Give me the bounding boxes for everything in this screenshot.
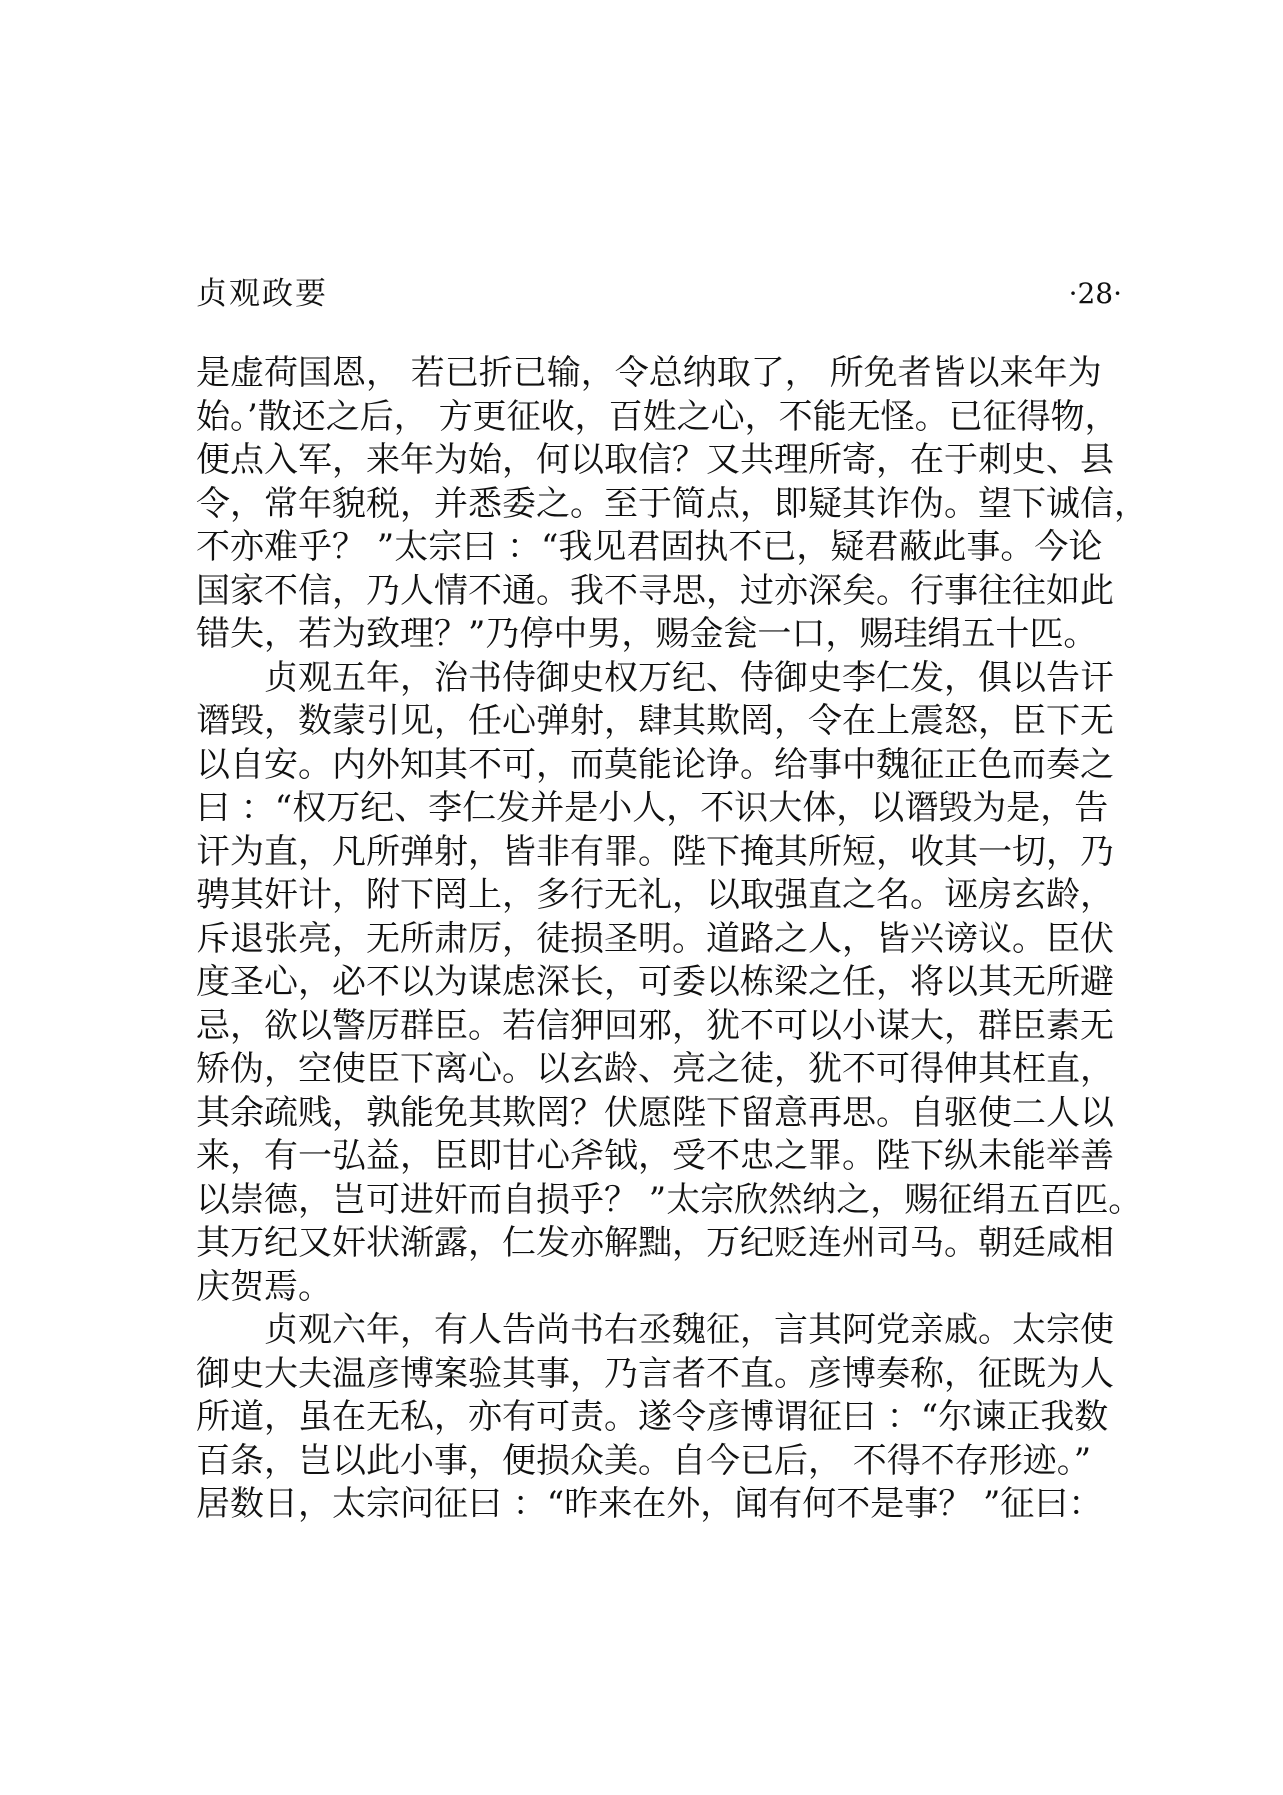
text-line: 曰 ：“权万纪、李仁发并是小人，不识大体，以谮毁为是，告 [196,788,1109,828]
text-line: 骋其奸计，附下罔上，多行无礼，以取强直之名。诬房玄龄， [196,875,1114,915]
text-line: 庆贺焉。 [196,1266,332,1307]
text-line: 便点入军，来年为始，何以取信？又共理所寄，在于刺史、县 [196,440,1114,480]
paragraph-first-line: 贞观五年，治书侍御史权万纪、侍御史李仁发，俱以告讦 [264,657,1114,698]
text-line: 度圣心，必不以为谋虑深长，可委以栋梁之任，将以其无所避 [196,962,1114,1002]
text-line: 以自安。内外知其不可，而莫能论诤。给事中魏征正色而奏之 [196,744,1114,785]
text-line: 忌，欲以警厉群臣。若信狎回邪，犹不可以小谋大，群臣素无 [196,1005,1114,1046]
text-line: 以崇德，岂可进奸而自损乎？ ”太宗欣然纳之，赐征绢五百匹。 [196,1179,1143,1220]
text-line: 斥退张亮，无所肃厉，徒损圣明。道路之人，皆兴谤议。臣伏 [196,918,1114,959]
text-line: 国家不信，乃人情不通。我不寻思，过亦深矣。行事往往如此 [196,570,1114,611]
text-line: 讦为直，凡所弹射，皆非有罪。陛下掩其所短，收其一切，乃 [196,831,1114,872]
text-line: 百条，岂以此小事，便损众美。自今已后， 不得不存形迹。” [196,1440,1092,1481]
text-line: 是虚荷国恩， 若已折已输，令总纳取了， 所免者皆以来年为 [196,353,1102,393]
running-head [196,270,1122,318]
text-line: 矫伪，空使臣下离心。以玄龄、亮之徒，犹不可得伸其枉直， [196,1049,1114,1089]
text-line: 其万纪又奸状渐露，仁发亦解黜，万纪贬连州司马。朝廷咸相 [196,1223,1114,1263]
text-line: 谮毁，数蒙引见，任心弹射，肆其欺罔，令在上震怒，臣下无 [196,701,1114,741]
text-line: 其余疏贱，孰能免其欺罔？伏愿陛下留意再思。自驱使二人以 [196,1092,1114,1133]
page-number: ·28· [1068,277,1122,310]
paragraph-first-line: 贞观六年，有人告尚书右丞魏征，言其阿党亲戚。太宗使 [264,1310,1114,1350]
text-line: 所道，虽在无私，亦有可责。遂令彦博谓征曰 ：“尔谏正我数 [196,1397,1109,1437]
text-line: 来，有一弘益，臣即甘心斧钺，受不忠之罪。陛下纵未能举善 [196,1136,1114,1176]
text-line: 错失，若为致理？”乃停中男，赐金瓮一口，赐珪绢五十匹。 [196,614,1098,654]
book-title: 贞观政要 [196,276,328,312]
body-text [196,352,1148,1527]
text-line: 始。’散还之后， 方更征收，百姓之心，不能无怪。已征得物， [196,396,1119,437]
text-line: 御史大夫温彦博案验其事，乃言者不直。彦博奏称，征既为人 [196,1353,1114,1394]
text-line: 居数日，太宗问征曰 ：“昨来在外，闻有何不是事？ ”征曰： [196,1484,1103,1524]
text-line: 令，常年貌税，并悉委之。至于简点，即疑其诈伪。望下诚信， [196,483,1148,524]
text-line: 不亦难乎？ ”太宗曰 ：“我见君固执不已，疑君蔽此事。今论 [196,527,1103,567]
